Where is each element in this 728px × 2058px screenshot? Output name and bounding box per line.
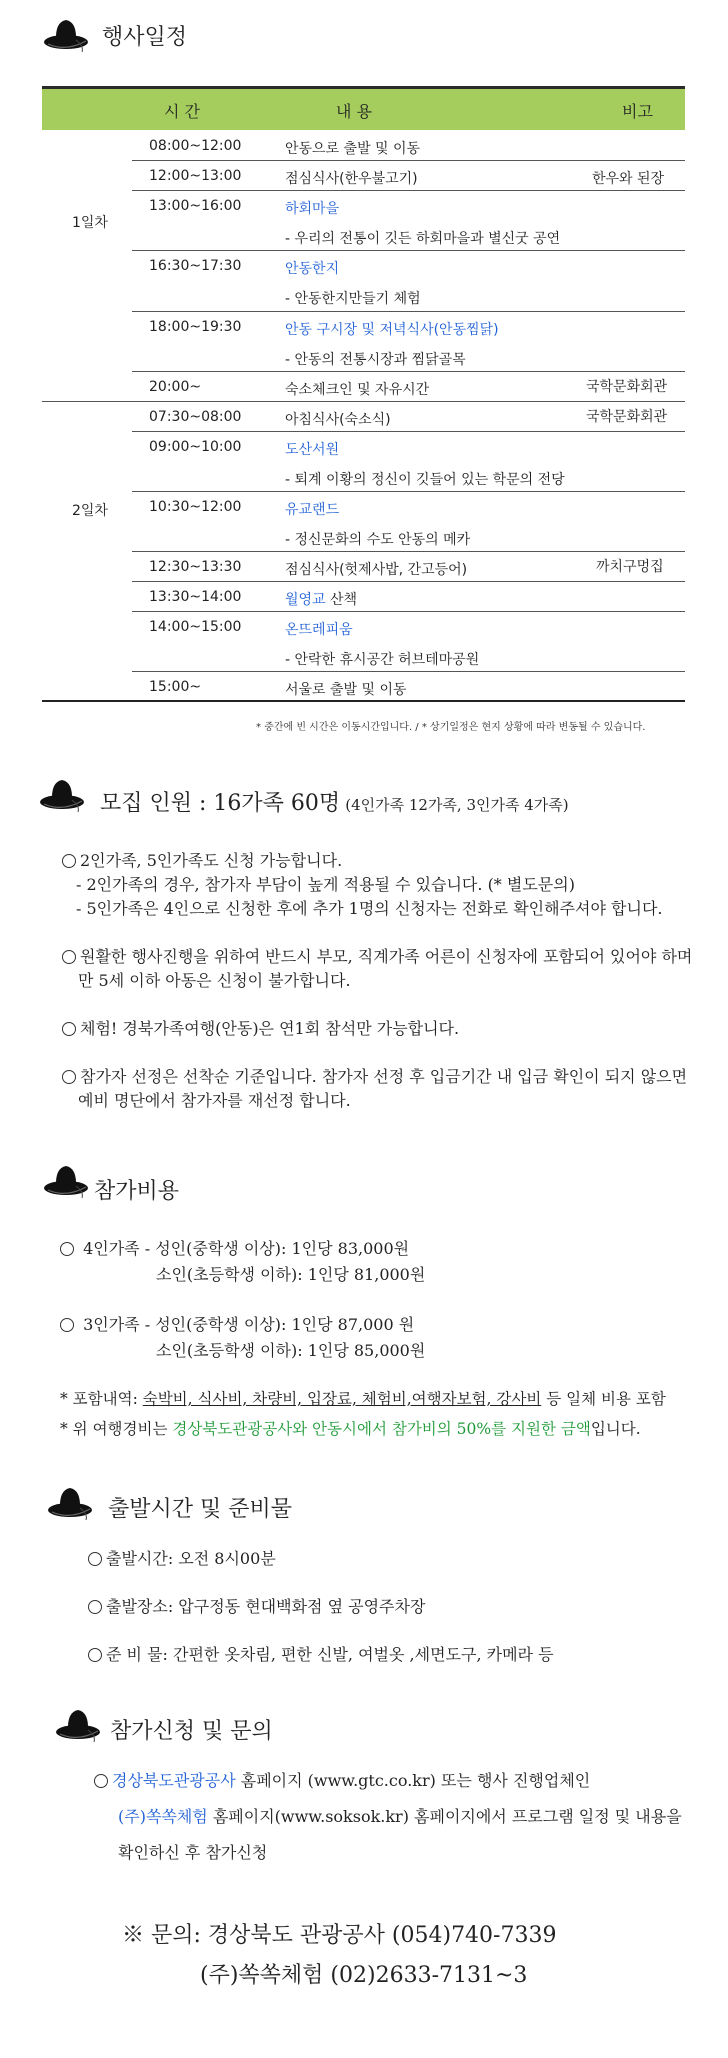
recruit-title: 모집 인원 : 16가족 60명 — [100, 791, 341, 816]
circle-bullet-icon — [88, 1600, 102, 1614]
row-note: 국학문화회관 — [586, 409, 668, 425]
row-note: 한우와 된장 — [592, 171, 665, 187]
row-sub: - 우리의 전통이 깃든 하회마을과 별신굿 공연 — [285, 231, 561, 247]
contact-line1: ※ 문의: 경상북도 관광공사 (054)740-7339 — [122, 1923, 557, 1948]
depart-title: 출발시간 및 준비물 — [108, 1497, 293, 1522]
row-divider — [132, 491, 685, 492]
row-place-link: 온뜨레피움 — [285, 622, 353, 638]
hat-icon — [54, 1704, 102, 1744]
recruit-subtitle: (4인가족 12가족, 3인가족 4가족) — [345, 796, 569, 814]
schedule-title: 행사일정 — [102, 25, 188, 50]
row-sub: - 안락한 휴시공간 허브테마공원 — [285, 652, 480, 668]
row-time: 13:00~16:00 — [149, 198, 242, 214]
circle-bullet-icon — [88, 1552, 102, 1566]
row-content: 산책 — [325, 592, 358, 608]
cost-family4: 4인가족 - 성인(중학생 이상): 1인당 83,000원 — [60, 1236, 409, 1262]
row-time: 20:00~ — [149, 379, 202, 395]
row-divider — [132, 190, 685, 191]
row-time: 12:30~13:30 — [149, 559, 242, 575]
row-content: 서울로 출발 및 이동 — [285, 682, 407, 698]
recruit-item: 2인가족, 5인가족도 신청 가능합니다. — [62, 848, 342, 874]
hat-icon — [46, 1482, 94, 1522]
cost-support: * 위 여행경비는 경상북도관광공사와 안동시에서 참가비의 50%를 지원한 금액입니다. — [60, 1420, 641, 1438]
row-place-link: 유교랜드 — [285, 502, 340, 518]
schedule-table — [42, 86, 685, 716]
circle-bullet-icon — [94, 1774, 108, 1788]
row-divider — [132, 551, 685, 552]
apply-line1: 경상북도관광공사 홈페이지 (www.gtc.co.kr) 또는 행사 진행업체인 — [94, 1768, 590, 1794]
recruit-item: 참가자 선정은 선착순 기준입니다. 참가자 선정 후 입금기간 내 입금 확인이 되지 않으면 — [62, 1064, 687, 1090]
apply-line2: (주)쏙쏙체험 홈페이지(www.soksok.kr) 홈페이지에서 프로그램 일정 및 내용을 — [118, 1807, 682, 1826]
row-time: 09:00~10:00 — [149, 439, 242, 455]
header-note: 비고 — [622, 102, 653, 121]
row-place-link: 도산서원 — [285, 442, 340, 458]
hat-icon — [38, 774, 86, 814]
row-time: 08:00~12:00 — [149, 138, 242, 154]
gtc-link[interactable]: 경상북도관광공사 — [112, 1771, 236, 1790]
recruit-subitem: - 5인가족은 4인으로 신청한 후에 추가 1명의 신청자는 전화로 확인해주셔야 합니다. — [76, 899, 663, 918]
row-sub: - 안동한지만들기 체험 — [285, 291, 421, 307]
circle-bullet-icon — [60, 1242, 74, 1256]
cost-family3: 3인가족 - 성인(중학생 이상): 1인당 87,000 원 — [60, 1312, 414, 1338]
row-time: 10:30~12:00 — [149, 499, 242, 515]
cost-family4-child: 소인(초등학생 이하): 1인당 81,000원 — [156, 1265, 426, 1284]
row-divider — [132, 611, 685, 612]
row-time: 15:00~ — [149, 679, 202, 695]
row-content: 안동으로 출발 및 이동 — [285, 141, 421, 157]
row-content: 점심식사(헛제사밥, 간고등어) — [285, 562, 468, 578]
recruit-title-group — [100, 786, 569, 817]
recruit-item: 원활한 행사진행을 위하여 반드시 부모, 직계가족 어른이 신청자에 포함되어 있어야 하며 — [62, 944, 692, 970]
row-content: 숙소체크인 및 자유시간 — [285, 382, 430, 398]
row-note: 국학문화회관 — [586, 379, 668, 395]
day2-label: 2일차 — [72, 503, 108, 519]
row-place-link: 안동한지 — [285, 261, 340, 277]
circle-bullet-icon — [62, 854, 76, 868]
depart-place: 출발장소: 압구정동 현대백화점 옆 공영주차장 — [88, 1594, 425, 1620]
recruit-item-cont: 만 5세 이하 아동은 신청이 불가합니다. — [78, 971, 351, 990]
row-divider — [132, 371, 685, 372]
row-content: 점심식사(한우불고기) — [285, 171, 418, 187]
row-sub: - 안동의 전통시장과 찜닭골목 — [285, 352, 466, 368]
row-content-group — [285, 589, 357, 609]
circle-bullet-icon — [62, 1070, 76, 1084]
depart-time: 출발시간: 오전 8시00분 — [88, 1546, 276, 1572]
circle-bullet-icon — [62, 1022, 76, 1036]
header-time: 시 간 — [164, 102, 200, 121]
hat-icon — [42, 1160, 90, 1200]
row-divider — [132, 311, 685, 312]
hat-icon — [42, 14, 90, 54]
row-divider — [132, 160, 685, 161]
apply-line3: 확인하신 후 참가신청 — [118, 1843, 268, 1862]
row-divider — [132, 581, 685, 582]
row-time: 07:30~08:00 — [149, 409, 242, 425]
schedule-header — [42, 86, 685, 130]
row-sub: - 정신문화의 수도 안동의 메카 — [285, 532, 471, 548]
day1-label: 1일차 — [72, 215, 108, 231]
row-divider — [132, 431, 685, 432]
row-time: 13:30~14:00 — [149, 589, 242, 605]
header-content: 내 용 — [336, 102, 372, 121]
recruit-subitem: - 2인가족의 경우, 참가자 부담이 높게 적용될 수 있습니다. (* 별도문의) — [76, 875, 575, 894]
apply-title: 참가신청 및 문의 — [110, 1719, 273, 1744]
row-place-link: 하회마을 — [285, 201, 340, 217]
recruit-item: 체험! 경북가족여행(안동)은 연1회 참석만 가능합니다. — [62, 1016, 459, 1042]
depart-items: 준 비 물: 간편한 옷차림, 편한 신발, 여벌옷 ,세면도구, 카메라 등 — [88, 1642, 554, 1668]
row-time: 12:00~13:00 — [149, 168, 242, 184]
schedule-footnote: * 중간에 빈 시간은 이동시간입니다. / * 상기일정은 현지 상황에 따라 변동될 수 있습니다. — [256, 722, 646, 733]
row-divider — [132, 250, 685, 251]
contact-line2: (주)쏙쏙체험 (02)2633-7131~3 — [200, 1963, 528, 1988]
soksok-link[interactable]: (주)쏙쏙체험 — [118, 1807, 208, 1826]
recruit-item-cont: 예비 명단에서 참가자를 재선정 합니다. — [78, 1091, 351, 1110]
cost-title: 참가비용 — [94, 1179, 180, 1204]
circle-bullet-icon — [88, 1648, 102, 1662]
cost-family3-child: 소인(초등학생 이하): 1인당 85,000원 — [156, 1341, 426, 1360]
row-time: 14:00~15:00 — [149, 619, 242, 635]
row-place-link: 월영교 — [285, 592, 326, 608]
day-divider — [42, 401, 685, 402]
row-note: 까치구멍집 — [596, 559, 664, 575]
row-time: 16:30~17:30 — [149, 258, 242, 274]
row-time: 18:00~19:30 — [149, 319, 242, 335]
row-place-link: 안동 구시장 및 저녁식사(안동찜닭) — [285, 322, 499, 338]
row-content: 아침식사(숙소식) — [285, 412, 391, 428]
row-sub: - 퇴계 이황의 정신이 깃들어 있는 학문의 전당 — [285, 472, 565, 488]
cost-includes: * 포함내역: 숙박비, 식사비, 차량비, 입장료, 체험비,여행자보험, 강사비 등 일체 비용 포함 — [60, 1390, 666, 1408]
circle-bullet-icon — [60, 1318, 74, 1332]
table-bottom — [42, 700, 685, 702]
circle-bullet-icon — [62, 950, 76, 964]
row-divider — [132, 671, 685, 672]
